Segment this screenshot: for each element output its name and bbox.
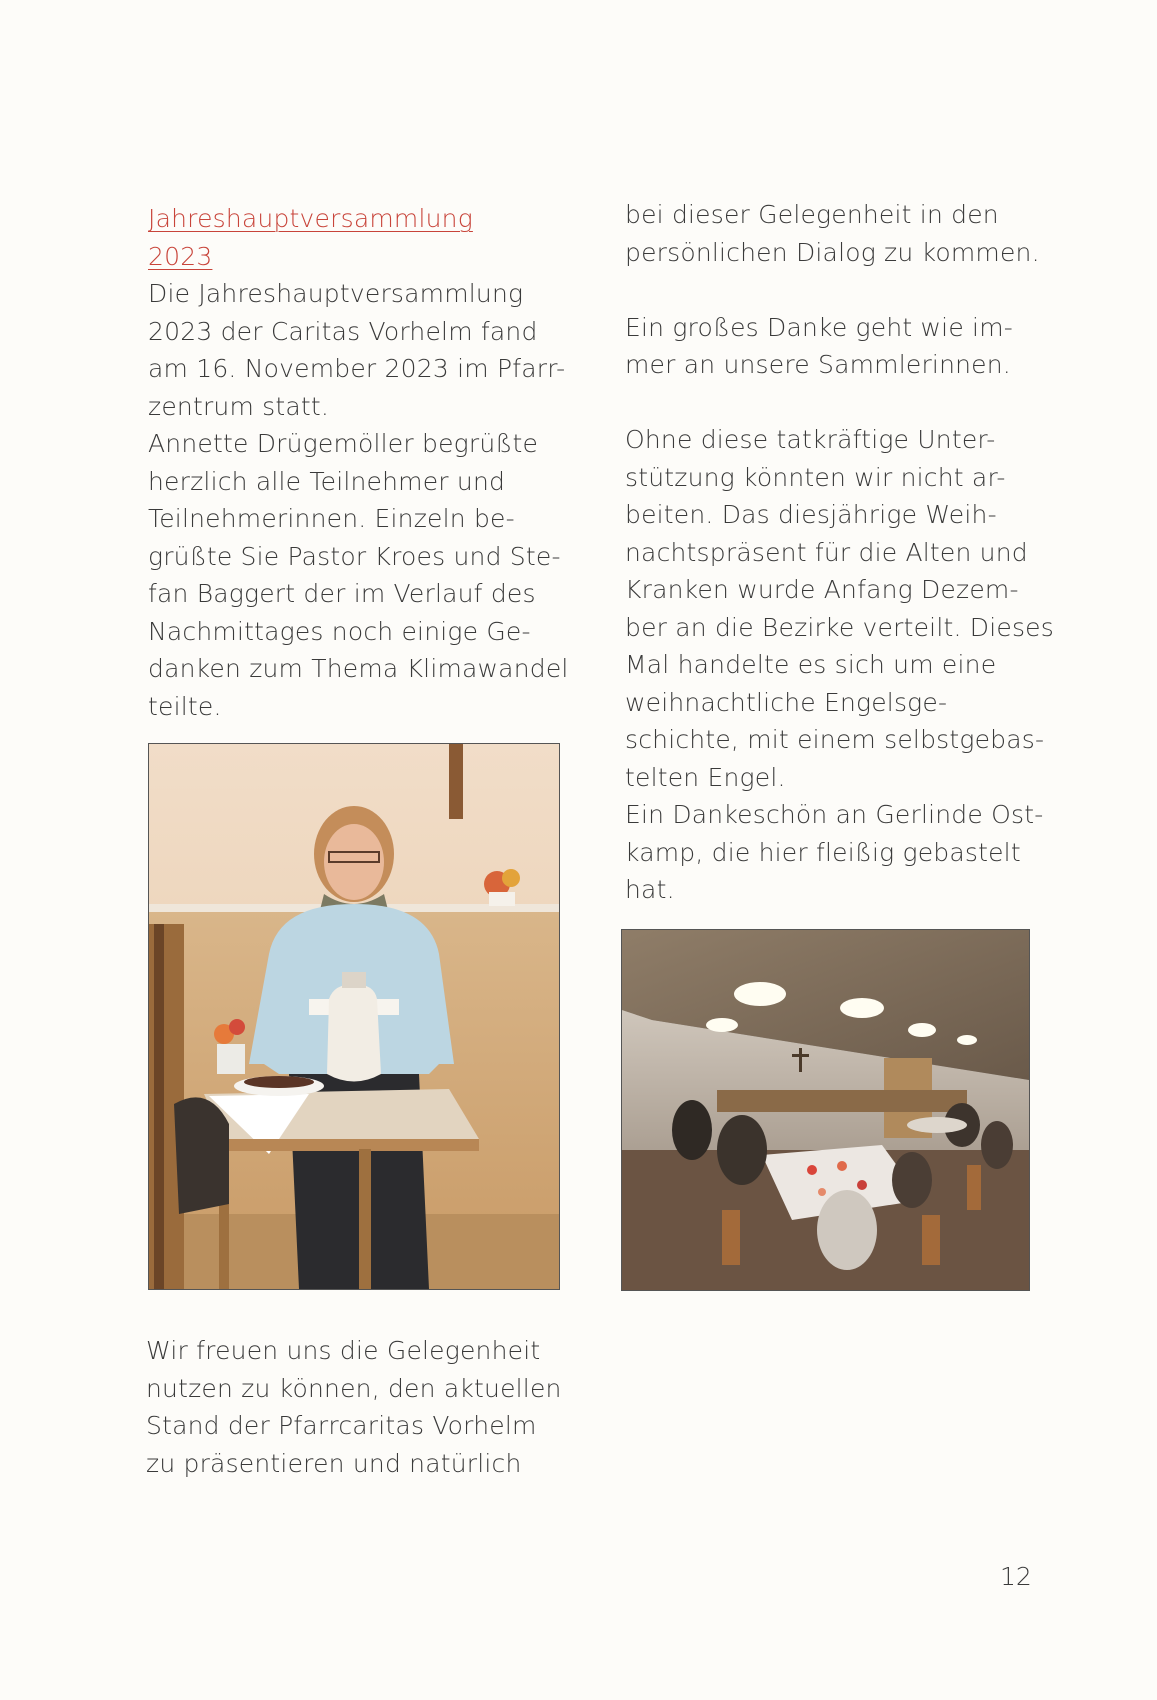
text-line: nachtspräsent für die Alten und [625,537,1028,567]
text-line: zentrum statt. [148,391,330,421]
right-column [625,196,1054,909]
text-line: Ohne diese tatkräftige Unter- [625,425,996,454]
text-line: am 16. November 2023 im Pfarr- [148,354,566,383]
article-heading-year: 2023 [148,241,213,271]
text-line: beiten. Das diesjährige Weih- [625,500,997,529]
text-line: telten Engel. [625,762,786,792]
text-line: Die Jahreshauptversammlung [148,279,524,308]
text-line: Ein Dankeschön an Gerlinde Ost- [625,800,1044,829]
text-line: danken zum Thema Klimawandel [148,654,569,683]
text-line: fan Baggert der im Verlauf des [148,579,536,608]
left-column-bottom [146,1332,562,1482]
text-line: 2023 der Caritas Vorhelm fand [148,316,538,346]
speaker-photo [148,743,560,1290]
text-line: kamp, die hier fleißig gebastelt [625,837,1021,867]
text-line: persönlichen Dialog zu kommen. [625,237,1040,267]
text-line: grüßte Sie Pastor Kroes und Ste- [148,541,561,571]
text-line: Annette Drügemöller begrüßte [148,429,539,458]
page-number: 12 [1000,1562,1032,1591]
text-line: herzlich alle Teilnehmer und [148,466,506,496]
text-line: bei dieser Gelegenheit in den [625,200,999,229]
text-line: Ein großes Danke geht wie im- [625,312,1013,342]
text-line: Teilnehmerinnen. Einzeln be- [148,504,515,533]
text-line: Stand der Pfarrcaritas Vorhelm [146,1411,537,1440]
text-line: ber an die Bezirke verteilt. Dieses [625,612,1054,642]
text-line: Mal handelte es sich um eine [625,650,997,679]
text-line: Wir freuen uns die Gelegenheit [146,1336,541,1365]
left-column-top [148,200,569,725]
text-line: weihnachtliche Engelsge- [625,687,948,717]
text-line: schichte, mit einem selbstgebas- [625,725,1045,754]
meeting-hall-photo [621,929,1030,1291]
text-line: hat. [625,875,675,904]
text-line: stützung könnten wir nicht ar- [625,462,1006,492]
text-line: teilte. [148,691,222,721]
article-heading: Jahreshauptversammlung [148,204,473,233]
text-line: Kranken wurde Anfang Dezem- [625,575,1019,604]
text-line: zu präsentieren und natürlich [146,1448,522,1478]
text-line: mer an unsere Sammlerinnen. [625,350,1011,379]
text-line: Nachmittages noch einige Ge- [148,616,531,646]
text-line: nutzen zu können, den aktuellen [146,1373,562,1403]
